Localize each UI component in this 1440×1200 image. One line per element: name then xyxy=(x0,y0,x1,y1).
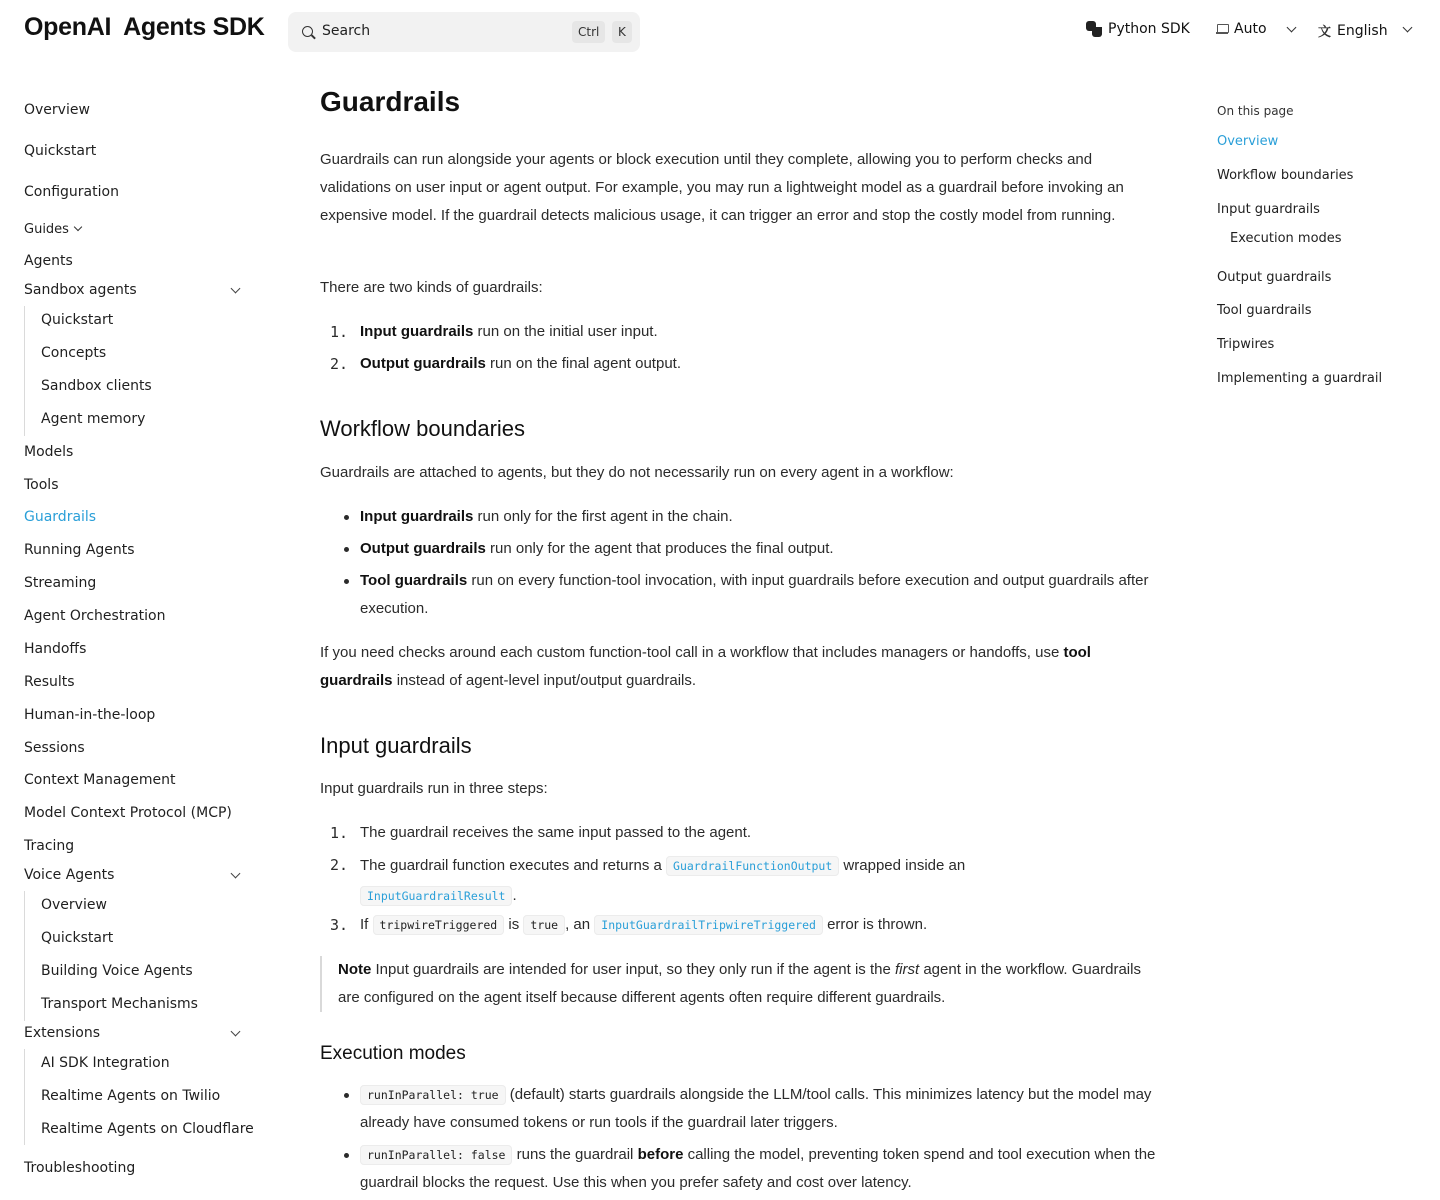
sidebar-item-sandbox-clients[interactable]: Sandbox clients xyxy=(41,378,152,394)
bullet-dot xyxy=(344,515,349,520)
list-item xyxy=(360,503,1160,531)
intro-paragraph: Guardrails can run alongside your agents or block execution until they complete, allowing you to perform checks and validations on user input or agent output. For example, you may run a lightweight model as a guardrail before invoking an expensive model. If the guardrail detects malicious usage, it can trigger an error and stop the costly model from running. xyxy=(320,151,1124,224)
sidebar-item-voice-overview[interactable]: Overview xyxy=(41,897,107,913)
sidebar-item-ai-sdk-integration[interactable]: AI SDK Integration xyxy=(41,1055,170,1071)
sidebar-item-context-management[interactable]: Context Management xyxy=(24,772,176,788)
sidebar-item-realtime-twilio[interactable]: Realtime Agents on Twilio xyxy=(41,1088,221,1104)
list-item xyxy=(360,1081,1160,1137)
toc-title: On this page xyxy=(1217,104,1294,118)
sidebar-item-quickstart[interactable]: Quickstart xyxy=(24,143,97,159)
note-text: Input guardrails are intended for user input, so they only run if the agent is the xyxy=(371,961,895,978)
chevron-down-icon xyxy=(1287,23,1297,33)
list-text: calling the model, preventing token spend and tool execution when the guardrail blocks the request. Use this when you prefer safety and cost over latency. xyxy=(360,1146,1156,1191)
sidebar-item-running-agents[interactable]: Running Agents xyxy=(24,542,135,558)
toc-item-tool-guardrails[interactable]: Tool guardrails xyxy=(1217,303,1312,318)
inline-code: runInParallel: false xyxy=(360,1145,512,1165)
toc-item-overview[interactable]: Overview xyxy=(1217,134,1279,149)
bold-term: Output guardrails xyxy=(360,540,486,557)
list-text: run only for the first agent in the chain. xyxy=(473,508,733,525)
sidebar-item-extensions[interactable]: Extensions xyxy=(24,1025,101,1041)
list-text: , an xyxy=(565,916,595,933)
sidebar-item-overview[interactable]: Overview xyxy=(24,102,90,118)
note-text: agent in the workflow. Guardrails are configured on the agent itself because different agents often require different guardrails. xyxy=(338,961,1141,1006)
list-text: run on the initial user input. xyxy=(473,323,658,340)
note-label: Note xyxy=(338,961,372,978)
bold-term: Input guardrails xyxy=(360,323,474,340)
heading-workflow-boundaries: Workflow boundaries xyxy=(320,416,526,441)
sidebar-item-sandbox-quickstart[interactable]: Quickstart xyxy=(41,312,114,328)
bullet-dot xyxy=(344,579,349,584)
list-text: . xyxy=(512,887,517,904)
chevron-down-icon xyxy=(1403,23,1413,33)
language-label: English xyxy=(1337,22,1388,39)
list-item xyxy=(360,318,1160,346)
list-item xyxy=(360,911,1160,939)
bullet-dot xyxy=(344,1153,349,1158)
list-text: (default) starts guardrails alongside the LLM/tool calls. This minimizes latency but the model may already have consumed tokens or run tools if the guardrail later triggers. xyxy=(360,1086,1152,1131)
chevron-down-icon[interactable] xyxy=(231,1027,241,1037)
input-intro: Input guardrails run in three steps: xyxy=(320,780,548,797)
python-icon xyxy=(1086,21,1102,37)
list-text: wrapped inside an xyxy=(839,857,966,874)
bold-term: Input guardrails xyxy=(360,508,474,525)
toc-item-workflow-boundaries[interactable]: Workflow boundaries xyxy=(1217,168,1354,183)
sidebar-item-agent-memory[interactable]: Agent memory xyxy=(41,411,146,427)
sidebar-item-guardrails[interactable]: Guardrails xyxy=(24,509,97,525)
sidebar-item-troubleshooting[interactable]: Troubleshooting xyxy=(24,1160,136,1176)
list-text: The guardrail function executes and returns a xyxy=(360,857,667,874)
inline-code: runInParallel: true xyxy=(360,1085,506,1105)
bullet-dot xyxy=(344,547,349,552)
list-item: The guardrail receives the same input passed to the agent. xyxy=(360,824,752,841)
logo-agents-sdk: Agents SDK xyxy=(123,13,265,41)
sidebar-divider xyxy=(24,1049,25,1145)
language-select[interactable] xyxy=(1318,21,1414,40)
chevron-down-icon[interactable] xyxy=(231,284,241,294)
inline-code: tripwireTriggered xyxy=(373,915,505,935)
theme-select[interactable] xyxy=(1216,21,1300,37)
sidebar-item-mcp[interactable]: Model Context Protocol (MCP) xyxy=(24,805,232,821)
sdk-label: Python SDK xyxy=(1108,21,1190,37)
sidebar-item-sessions[interactable]: Sessions xyxy=(24,740,85,756)
sidebar-item-realtime-cloudflare[interactable]: Realtime Agents on Cloudflare xyxy=(41,1121,254,1137)
chevron-down-icon xyxy=(74,223,82,231)
search-box[interactable] xyxy=(288,12,640,52)
list-text: run on every function-tool invocation, with input guardrails before execution and output guardrails after execution. xyxy=(360,572,1149,617)
sidebar-divider xyxy=(24,306,25,436)
list-text: If xyxy=(360,916,373,933)
list-text: error is thrown. xyxy=(822,916,928,933)
sidebar-divider xyxy=(24,891,25,1021)
sidebar-item-sandbox-agents[interactable]: Sandbox agents xyxy=(24,282,137,298)
workflow-note xyxy=(320,639,1160,695)
list-number: 1. xyxy=(330,323,349,341)
guides-label: Guides xyxy=(24,222,69,237)
note-text: If you need checks around each custom function-tool call in a workflow that includes managers or handoffs, use xyxy=(320,644,1064,661)
inline-code: true xyxy=(523,915,565,935)
sidebar-item-voice-quickstart[interactable]: Quickstart xyxy=(41,930,114,946)
search-icon xyxy=(302,26,313,37)
sdk-switcher[interactable] xyxy=(1086,21,1190,37)
shortcut-ctrl-key: Ctrl xyxy=(572,21,605,43)
list-number: 1. xyxy=(330,824,349,842)
sidebar-item-configuration[interactable]: Configuration xyxy=(24,184,119,200)
search-placeholder: Search xyxy=(322,23,371,39)
bullet-dot xyxy=(344,1093,349,1098)
translate-icon: 文 xyxy=(1318,25,1332,40)
laptop-icon xyxy=(1216,24,1228,34)
code-link[interactable]: GuardrailFunctionOutput xyxy=(666,856,839,876)
list-text: run only for the agent that produces the final output. xyxy=(485,540,834,557)
note-callout xyxy=(320,956,1160,1012)
top-header xyxy=(0,0,1440,64)
sidebar-item-transport-mechanisms[interactable]: Transport Mechanisms xyxy=(41,996,198,1012)
list-item xyxy=(360,567,1160,623)
list-number: 2. xyxy=(330,856,349,874)
toc-item-input-guardrails[interactable]: Input guardrails xyxy=(1217,202,1320,217)
chevron-down-icon[interactable] xyxy=(231,869,241,879)
list-item xyxy=(360,535,1160,563)
list-text: runs the guardrail xyxy=(512,1146,638,1163)
sidebar-item-building-voice-agents[interactable]: Building Voice Agents xyxy=(41,963,193,979)
sidebar-item-sandbox-concepts[interactable]: Concepts xyxy=(41,345,107,361)
toc-item-tripwires[interactable]: Tripwires xyxy=(1217,337,1275,352)
bold-term: Output guardrails xyxy=(360,355,486,372)
list-text: run on the final agent output. xyxy=(485,355,681,372)
page-title: Guardrails xyxy=(320,86,461,117)
sidebar-item-voice-agents[interactable]: Voice Agents xyxy=(24,867,115,883)
bold-term: tool guardrails xyxy=(320,644,1091,689)
list-text: is xyxy=(504,916,524,933)
list-number: 3. xyxy=(330,916,349,934)
sidebar-item-agent-orchestration[interactable]: Agent Orchestration xyxy=(24,608,166,624)
bold-term: Tool guardrails xyxy=(360,572,468,589)
list-item xyxy=(360,851,1160,911)
sidebar-item-results[interactable]: Results xyxy=(24,674,75,690)
note-text: instead of agent-level input/output guardrails. xyxy=(392,672,697,689)
list-item xyxy=(360,1141,1160,1197)
shortcut-k-key: K xyxy=(612,21,632,43)
toc-item-execution-modes[interactable]: Execution modes xyxy=(1230,231,1342,246)
bold-term: before xyxy=(637,1146,684,1163)
sidebar-item-agents[interactable]: Agents xyxy=(24,253,73,269)
sidebar-item-models[interactable]: Models xyxy=(24,444,74,460)
code-link[interactable]: InputGuardrailTripwireTriggered xyxy=(594,915,823,935)
sidebar-item-streaming[interactable]: Streaming xyxy=(24,575,97,591)
list-number: 2. xyxy=(330,355,349,373)
toc-item-output-guardrails[interactable]: Output guardrails xyxy=(1217,270,1332,285)
emphasis-text: first xyxy=(895,961,920,978)
two-kinds-text: There are two kinds of guardrails: xyxy=(320,279,543,296)
list-item xyxy=(360,350,1160,378)
code-link[interactable]: InputGuardrailResult xyxy=(360,886,512,906)
sidebar-item-human-in-the-loop[interactable]: Human-in-the-loop xyxy=(24,707,156,723)
theme-label: Auto xyxy=(1234,21,1267,37)
logo-openai: OpenAI xyxy=(24,13,112,41)
workflow-intro: Guardrails are attached to agents, but they do not necessarily run on every agent in a workflow: xyxy=(320,464,954,481)
toc-item-implementing-guardrail[interactable]: Implementing a guardrail xyxy=(1217,371,1383,386)
sidebar-item-handoffs[interactable]: Handoffs xyxy=(24,641,87,657)
sidebar-item-tools[interactable]: Tools xyxy=(24,477,59,493)
sidebar-group-guides[interactable] xyxy=(24,222,81,237)
sidebar-item-tracing[interactable]: Tracing xyxy=(24,838,75,854)
site-logo[interactable] xyxy=(24,13,265,42)
heading-execution-modes: Execution modes xyxy=(320,1043,466,1064)
heading-input-guardrails: Input guardrails xyxy=(320,733,472,758)
